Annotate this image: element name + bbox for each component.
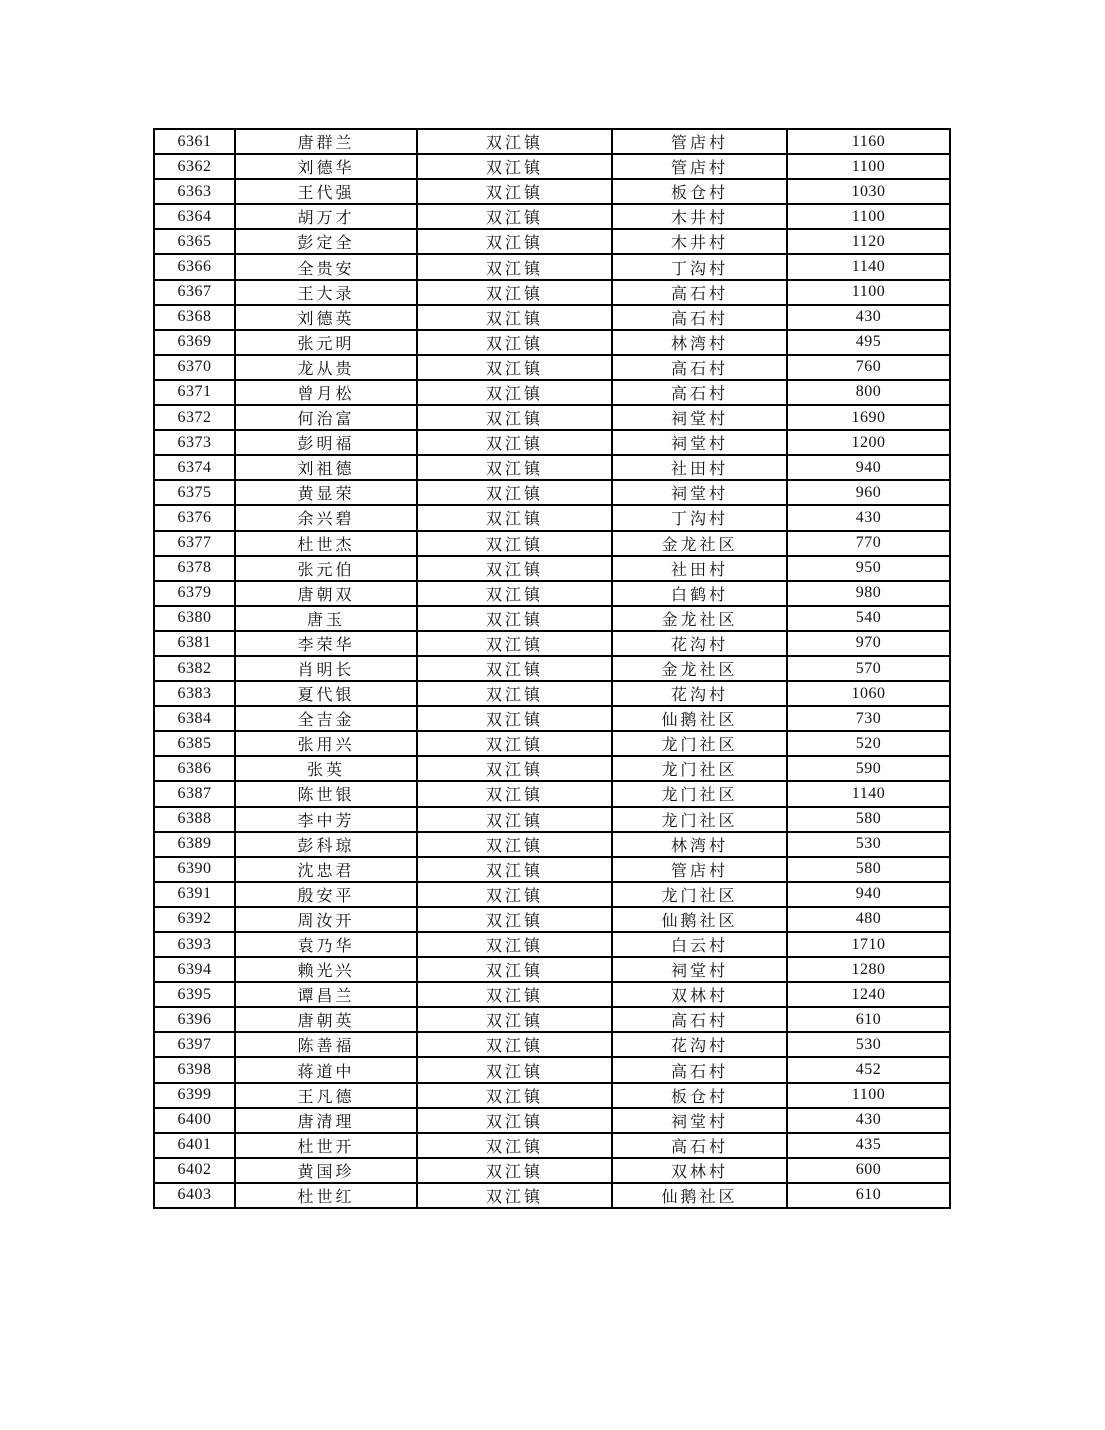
table-row xyxy=(154,380,950,405)
table-row xyxy=(154,882,950,907)
table-row xyxy=(154,832,950,857)
id-cell: 6370 xyxy=(154,355,235,380)
name-cell: 胡万才 xyxy=(235,204,417,229)
village-cell: 金龙社区 xyxy=(612,606,787,631)
table-row xyxy=(154,355,950,380)
table-row xyxy=(154,1083,950,1108)
id-cell: 6392 xyxy=(154,907,235,932)
table-row xyxy=(154,480,950,505)
amount-cell: 1100 xyxy=(787,204,950,229)
village-cell: 高石村 xyxy=(612,380,787,405)
table-row xyxy=(154,1133,950,1158)
id-cell: 6397 xyxy=(154,1032,235,1057)
id-cell: 6398 xyxy=(154,1057,235,1082)
amount-cell: 770 xyxy=(787,531,950,556)
table-row xyxy=(154,531,950,556)
table-row xyxy=(154,957,950,982)
name-cell: 曾月松 xyxy=(235,380,417,405)
town-cell: 双江镇 xyxy=(417,681,612,706)
name-cell: 余兴碧 xyxy=(235,505,417,530)
table-row xyxy=(154,505,950,530)
id-cell: 6391 xyxy=(154,882,235,907)
amount-cell: 1100 xyxy=(787,280,950,305)
name-cell: 李荣华 xyxy=(235,631,417,656)
village-cell: 高石村 xyxy=(612,1057,787,1082)
id-cell: 6366 xyxy=(154,254,235,279)
amount-cell: 800 xyxy=(787,380,950,405)
name-cell: 张元伯 xyxy=(235,556,417,581)
name-cell: 杜世红 xyxy=(235,1183,417,1208)
name-cell: 何治富 xyxy=(235,405,417,430)
records-table xyxy=(153,128,951,1209)
town-cell: 双江镇 xyxy=(417,1032,612,1057)
town-cell: 双江镇 xyxy=(417,731,612,756)
town-cell: 双江镇 xyxy=(417,781,612,806)
name-cell: 全贵安 xyxy=(235,254,417,279)
town-cell: 双江镇 xyxy=(417,656,612,681)
village-cell: 高石村 xyxy=(612,1007,787,1032)
village-cell: 花沟村 xyxy=(612,1032,787,1057)
town-cell: 双江镇 xyxy=(417,706,612,731)
id-cell: 6399 xyxy=(154,1083,235,1108)
id-cell: 6361 xyxy=(154,129,235,154)
village-cell: 管店村 xyxy=(612,129,787,154)
town-cell: 双江镇 xyxy=(417,832,612,857)
town-cell: 双江镇 xyxy=(417,380,612,405)
amount-cell: 530 xyxy=(787,1032,950,1057)
amount-cell: 1200 xyxy=(787,430,950,455)
name-cell: 刘祖德 xyxy=(235,455,417,480)
village-cell: 白云村 xyxy=(612,932,787,957)
records-table-body xyxy=(154,129,950,1208)
amount-cell: 430 xyxy=(787,1108,950,1133)
table-row xyxy=(154,254,950,279)
amount-cell: 610 xyxy=(787,1183,950,1208)
village-cell: 丁沟村 xyxy=(612,254,787,279)
name-cell: 王代强 xyxy=(235,179,417,204)
village-cell: 木井村 xyxy=(612,229,787,254)
amount-cell: 590 xyxy=(787,756,950,781)
amount-cell: 1160 xyxy=(787,129,950,154)
name-cell: 沈忠君 xyxy=(235,857,417,882)
village-cell: 龙门社区 xyxy=(612,781,787,806)
town-cell: 双江镇 xyxy=(417,1057,612,1082)
town-cell: 双江镇 xyxy=(417,531,612,556)
name-cell: 彭明福 xyxy=(235,430,417,455)
village-cell: 祠堂村 xyxy=(612,430,787,455)
id-cell: 6375 xyxy=(154,480,235,505)
village-cell: 龙门社区 xyxy=(612,756,787,781)
town-cell: 双江镇 xyxy=(417,1083,612,1108)
table-row xyxy=(154,857,950,882)
town-cell: 双江镇 xyxy=(417,430,612,455)
table-row xyxy=(154,129,950,154)
id-cell: 6388 xyxy=(154,807,235,832)
table-row xyxy=(154,982,950,1007)
village-cell: 祠堂村 xyxy=(612,957,787,982)
village-cell: 高石村 xyxy=(612,280,787,305)
amount-cell: 480 xyxy=(787,907,950,932)
village-cell: 仙鹅社区 xyxy=(612,907,787,932)
town-cell: 双江镇 xyxy=(417,280,612,305)
amount-cell: 570 xyxy=(787,656,950,681)
town-cell: 双江镇 xyxy=(417,505,612,530)
table-row xyxy=(154,154,950,179)
village-cell: 木井村 xyxy=(612,204,787,229)
amount-cell: 1030 xyxy=(787,179,950,204)
name-cell: 陈善福 xyxy=(235,1032,417,1057)
table-row xyxy=(154,781,950,806)
amount-cell: 540 xyxy=(787,606,950,631)
name-cell: 周汝开 xyxy=(235,907,417,932)
id-cell: 6389 xyxy=(154,832,235,857)
amount-cell: 1140 xyxy=(787,781,950,806)
amount-cell: 1100 xyxy=(787,1083,950,1108)
table-row xyxy=(154,179,950,204)
name-cell: 黄国珍 xyxy=(235,1158,417,1183)
town-cell: 双江镇 xyxy=(417,581,612,606)
amount-cell: 950 xyxy=(787,556,950,581)
name-cell: 唐清理 xyxy=(235,1108,417,1133)
village-cell: 板仓村 xyxy=(612,179,787,204)
town-cell: 双江镇 xyxy=(417,857,612,882)
village-cell: 林湾村 xyxy=(612,330,787,355)
town-cell: 双江镇 xyxy=(417,631,612,656)
id-cell: 6377 xyxy=(154,531,235,556)
town-cell: 双江镇 xyxy=(417,1158,612,1183)
id-cell: 6390 xyxy=(154,857,235,882)
table-row xyxy=(154,229,950,254)
village-cell: 社田村 xyxy=(612,556,787,581)
amount-cell: 1280 xyxy=(787,957,950,982)
name-cell: 张元明 xyxy=(235,330,417,355)
table-row xyxy=(154,1108,950,1133)
village-cell: 祠堂村 xyxy=(612,405,787,430)
amount-cell: 435 xyxy=(787,1133,950,1158)
table-row xyxy=(154,556,950,581)
id-cell: 6402 xyxy=(154,1158,235,1183)
name-cell: 李中芳 xyxy=(235,807,417,832)
table-row xyxy=(154,656,950,681)
town-cell: 双江镇 xyxy=(417,204,612,229)
village-cell: 林湾村 xyxy=(612,832,787,857)
amount-cell: 580 xyxy=(787,857,950,882)
amount-cell: 940 xyxy=(787,882,950,907)
name-cell: 刘德华 xyxy=(235,154,417,179)
id-cell: 6395 xyxy=(154,982,235,1007)
village-cell: 龙门社区 xyxy=(612,882,787,907)
table-row xyxy=(154,907,950,932)
name-cell: 陈世银 xyxy=(235,781,417,806)
id-cell: 6376 xyxy=(154,505,235,530)
name-cell: 蒋道中 xyxy=(235,1057,417,1082)
town-cell: 双江镇 xyxy=(417,254,612,279)
id-cell: 6365 xyxy=(154,229,235,254)
id-cell: 6368 xyxy=(154,305,235,330)
name-cell: 夏代银 xyxy=(235,681,417,706)
name-cell: 张用兴 xyxy=(235,731,417,756)
id-cell: 6373 xyxy=(154,430,235,455)
name-cell: 唐朝双 xyxy=(235,581,417,606)
name-cell: 谭昌兰 xyxy=(235,982,417,1007)
table-row xyxy=(154,204,950,229)
name-cell: 杜世开 xyxy=(235,1133,417,1158)
id-cell: 6382 xyxy=(154,656,235,681)
amount-cell: 520 xyxy=(787,731,950,756)
village-cell: 仙鹅社区 xyxy=(612,1183,787,1208)
town-cell: 双江镇 xyxy=(417,756,612,781)
village-cell: 仙鹅社区 xyxy=(612,706,787,731)
id-cell: 6396 xyxy=(154,1007,235,1032)
village-cell: 高石村 xyxy=(612,305,787,330)
amount-cell: 600 xyxy=(787,1158,950,1183)
amount-cell: 760 xyxy=(787,355,950,380)
village-cell: 管店村 xyxy=(612,154,787,179)
id-cell: 6386 xyxy=(154,756,235,781)
name-cell: 赖光兴 xyxy=(235,957,417,982)
table-row xyxy=(154,455,950,480)
town-cell: 双江镇 xyxy=(417,606,612,631)
town-cell: 双江镇 xyxy=(417,932,612,957)
town-cell: 双江镇 xyxy=(417,957,612,982)
id-cell: 6369 xyxy=(154,330,235,355)
amount-cell: 580 xyxy=(787,807,950,832)
id-cell: 6363 xyxy=(154,179,235,204)
id-cell: 6374 xyxy=(154,455,235,480)
town-cell: 双江镇 xyxy=(417,907,612,932)
name-cell: 杜世杰 xyxy=(235,531,417,556)
village-cell: 金龙社区 xyxy=(612,531,787,556)
amount-cell: 1240 xyxy=(787,982,950,1007)
id-cell: 6367 xyxy=(154,280,235,305)
village-cell: 社田村 xyxy=(612,455,787,480)
town-cell: 双江镇 xyxy=(417,405,612,430)
name-cell: 唐玉 xyxy=(235,606,417,631)
town-cell: 双江镇 xyxy=(417,1108,612,1133)
name-cell: 唐群兰 xyxy=(235,129,417,154)
id-cell: 6380 xyxy=(154,606,235,631)
town-cell: 双江镇 xyxy=(417,556,612,581)
town-cell: 双江镇 xyxy=(417,129,612,154)
table-row xyxy=(154,932,950,957)
name-cell: 唐朝英 xyxy=(235,1007,417,1032)
village-cell: 高石村 xyxy=(612,1133,787,1158)
table-row xyxy=(154,430,950,455)
table-row xyxy=(154,305,950,330)
amount-cell: 730 xyxy=(787,706,950,731)
id-cell: 6372 xyxy=(154,405,235,430)
id-cell: 6387 xyxy=(154,781,235,806)
name-cell: 袁乃华 xyxy=(235,932,417,957)
town-cell: 双江镇 xyxy=(417,305,612,330)
amount-cell: 1140 xyxy=(787,254,950,279)
id-cell: 6383 xyxy=(154,681,235,706)
name-cell: 张英 xyxy=(235,756,417,781)
name-cell: 彭科琼 xyxy=(235,832,417,857)
id-cell: 6394 xyxy=(154,957,235,982)
village-cell: 双林村 xyxy=(612,982,787,1007)
table-row xyxy=(154,706,950,731)
town-cell: 双江镇 xyxy=(417,882,612,907)
table-row xyxy=(154,731,950,756)
table-row xyxy=(154,581,950,606)
town-cell: 双江镇 xyxy=(417,1133,612,1158)
amount-cell: 1120 xyxy=(787,229,950,254)
id-cell: 6362 xyxy=(154,154,235,179)
table-row xyxy=(154,631,950,656)
table-row xyxy=(154,756,950,781)
amount-cell: 960 xyxy=(787,480,950,505)
village-cell: 高石村 xyxy=(612,355,787,380)
name-cell: 王大录 xyxy=(235,280,417,305)
village-cell: 丁沟村 xyxy=(612,505,787,530)
table-row xyxy=(154,280,950,305)
amount-cell: 1690 xyxy=(787,405,950,430)
village-cell: 祠堂村 xyxy=(612,480,787,505)
amount-cell: 1060 xyxy=(787,681,950,706)
table-row xyxy=(154,330,950,355)
table-row xyxy=(154,1057,950,1082)
town-cell: 双江镇 xyxy=(417,229,612,254)
id-cell: 6364 xyxy=(154,204,235,229)
id-cell: 6371 xyxy=(154,380,235,405)
village-cell: 双林村 xyxy=(612,1158,787,1183)
table-row xyxy=(154,1007,950,1032)
table-row xyxy=(154,1158,950,1183)
name-cell: 全吉金 xyxy=(235,706,417,731)
id-cell: 6393 xyxy=(154,932,235,957)
id-cell: 6400 xyxy=(154,1108,235,1133)
name-cell: 刘德英 xyxy=(235,305,417,330)
name-cell: 殷安平 xyxy=(235,882,417,907)
village-cell: 管店村 xyxy=(612,857,787,882)
id-cell: 6378 xyxy=(154,556,235,581)
town-cell: 双江镇 xyxy=(417,1007,612,1032)
amount-cell: 940 xyxy=(787,455,950,480)
name-cell: 肖明长 xyxy=(235,656,417,681)
village-cell: 龙门社区 xyxy=(612,807,787,832)
village-cell: 板仓村 xyxy=(612,1083,787,1108)
amount-cell: 430 xyxy=(787,305,950,330)
town-cell: 双江镇 xyxy=(417,1183,612,1208)
amount-cell: 980 xyxy=(787,581,950,606)
amount-cell: 495 xyxy=(787,330,950,355)
town-cell: 双江镇 xyxy=(417,480,612,505)
village-cell: 白鹤村 xyxy=(612,581,787,606)
id-cell: 6379 xyxy=(154,581,235,606)
village-cell: 祠堂村 xyxy=(612,1108,787,1133)
name-cell: 黄显荣 xyxy=(235,480,417,505)
amount-cell: 610 xyxy=(787,1007,950,1032)
village-cell: 花沟村 xyxy=(612,631,787,656)
village-cell: 龙门社区 xyxy=(612,731,787,756)
id-cell: 6385 xyxy=(154,731,235,756)
town-cell: 双江镇 xyxy=(417,179,612,204)
table-row xyxy=(154,681,950,706)
town-cell: 双江镇 xyxy=(417,154,612,179)
amount-cell: 452 xyxy=(787,1057,950,1082)
amount-cell: 1100 xyxy=(787,154,950,179)
amount-cell: 970 xyxy=(787,631,950,656)
amount-cell: 1710 xyxy=(787,932,950,957)
table-row xyxy=(154,1183,950,1208)
table-row xyxy=(154,405,950,430)
amount-cell: 530 xyxy=(787,832,950,857)
id-cell: 6384 xyxy=(154,706,235,731)
table-row xyxy=(154,1032,950,1057)
name-cell: 龙从贵 xyxy=(235,355,417,380)
town-cell: 双江镇 xyxy=(417,807,612,832)
town-cell: 双江镇 xyxy=(417,982,612,1007)
id-cell: 6401 xyxy=(154,1133,235,1158)
name-cell: 彭定全 xyxy=(235,229,417,254)
table-row xyxy=(154,807,950,832)
town-cell: 双江镇 xyxy=(417,455,612,480)
town-cell: 双江镇 xyxy=(417,355,612,380)
village-cell: 金龙社区 xyxy=(612,656,787,681)
name-cell: 王凡德 xyxy=(235,1083,417,1108)
id-cell: 6381 xyxy=(154,631,235,656)
town-cell: 双江镇 xyxy=(417,330,612,355)
village-cell: 花沟村 xyxy=(612,681,787,706)
id-cell: 6403 xyxy=(154,1183,235,1208)
amount-cell: 430 xyxy=(787,505,950,530)
table-row xyxy=(154,606,950,631)
